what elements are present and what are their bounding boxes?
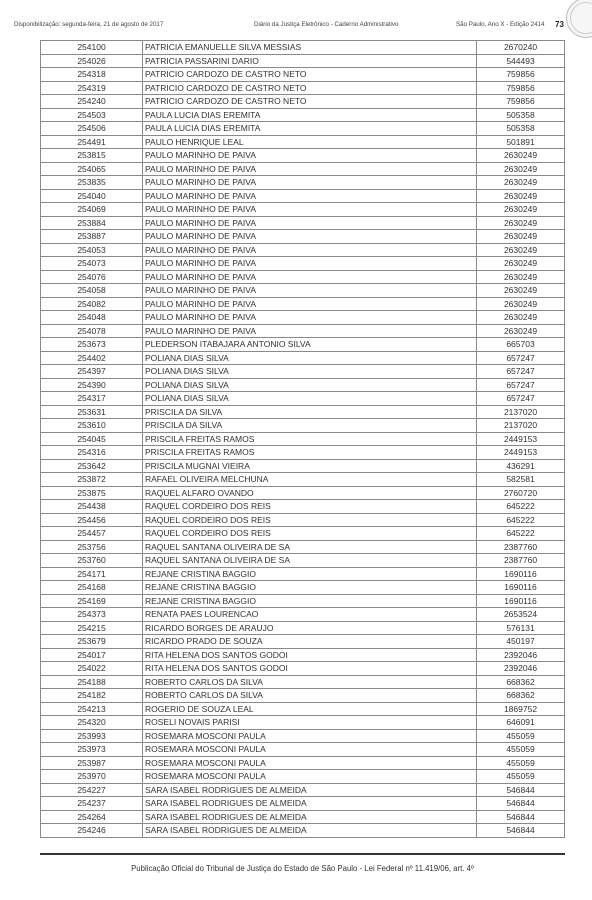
record-id-cell: 253887 xyxy=(41,230,143,244)
person-name-cell: PAULO HENRIQUE LEAL xyxy=(143,135,477,149)
record-id-cell: 254048 xyxy=(41,311,143,325)
record-id-cell: 254026 xyxy=(41,54,143,68)
table-row xyxy=(41,648,565,662)
registration-number-cell: 759856 xyxy=(477,81,565,95)
person-name-cell: PAULO MARINHO DE PAIVA xyxy=(143,257,477,271)
table-row xyxy=(41,446,565,460)
person-name-cell: ROBERTO CARLOS DA SILVA xyxy=(143,675,477,689)
person-name-cell: RAQUEL CORDEIRO DOS REIS xyxy=(143,527,477,541)
record-id-cell: 254373 xyxy=(41,608,143,622)
registration-number-cell: 1690116 xyxy=(477,567,565,581)
table-row xyxy=(41,324,565,338)
person-name-cell: PAULO MARINHO DE PAIVA xyxy=(143,297,477,311)
person-name-cell: POLIANA DIAS SILVA xyxy=(143,378,477,392)
registration-number-cell: 546844 xyxy=(477,797,565,811)
record-id-cell: 253815 xyxy=(41,149,143,163)
person-name-cell: ROSEMARA MOSCONI PAULA xyxy=(143,743,477,757)
table-row xyxy=(41,378,565,392)
publication-footer: Publicação Oficial do Tribunal de Justiça do Estado de São Paulo - Lei Federal nº 11.419/06, art. 4º xyxy=(131,864,474,873)
table-row xyxy=(41,54,565,68)
table-row xyxy=(41,554,565,568)
record-id-cell: 253631 xyxy=(41,405,143,419)
table-row xyxy=(41,297,565,311)
registration-number-cell: 646091 xyxy=(477,716,565,730)
person-name-cell: PAULO MARINHO DE PAIVA xyxy=(143,311,477,325)
table-row xyxy=(41,662,565,676)
table-row xyxy=(41,230,565,244)
table-row xyxy=(41,567,565,581)
registration-number-cell: 1690116 xyxy=(477,594,565,608)
person-name-cell: POLIANA DIAS SILVA xyxy=(143,392,477,406)
record-id-cell: 254171 xyxy=(41,567,143,581)
record-id-cell: 254506 xyxy=(41,122,143,136)
person-name-cell: PRISCILA FREITAS RAMOS xyxy=(143,432,477,446)
registration-number-cell: 546844 xyxy=(477,810,565,824)
record-id-cell: 254319 xyxy=(41,81,143,95)
person-name-cell: SARA ISABEL RODRIGUES DE ALMEIDA xyxy=(143,824,477,838)
person-name-cell: RAQUEL ALFARO OVANDO xyxy=(143,486,477,500)
person-name-cell: PAULO MARINHO DE PAIVA xyxy=(143,162,477,176)
table-row xyxy=(41,284,565,298)
person-name-cell: POLIANA DIAS SILVA xyxy=(143,351,477,365)
registration-number-cell: 1869752 xyxy=(477,702,565,716)
registration-number-cell: 668362 xyxy=(477,675,565,689)
record-id-cell: 254169 xyxy=(41,594,143,608)
registration-number-cell: 2630249 xyxy=(477,257,565,271)
person-name-cell: PAULO MARINHO DE PAIVA xyxy=(143,149,477,163)
record-id-cell: 254182 xyxy=(41,689,143,703)
person-name-cell: ROBERTO CARLOS DA SILVA xyxy=(143,689,477,703)
record-id-cell: 253993 xyxy=(41,729,143,743)
registration-number-cell: 2449153 xyxy=(477,432,565,446)
table-row xyxy=(41,594,565,608)
record-id-cell: 254237 xyxy=(41,797,143,811)
table-row xyxy=(41,432,565,446)
table-row xyxy=(41,527,565,541)
person-name-cell: RICARDO BORGES DE ARAUJO xyxy=(143,621,477,635)
registration-number-cell: 450197 xyxy=(477,635,565,649)
record-id-cell: 254438 xyxy=(41,500,143,514)
availability-date: Disponibilização: segunda-feira, 21 de agosto de 2017 xyxy=(14,21,164,28)
registration-number-cell: 544493 xyxy=(477,54,565,68)
table-row xyxy=(41,581,565,595)
person-name-cell: PRISCILA DA SILVA xyxy=(143,405,477,419)
person-name-cell: PRISCILA MUGNAI VIEIRA xyxy=(143,459,477,473)
registration-number-cell: 546844 xyxy=(477,824,565,838)
person-name-cell: ROSEMARA MOSCONI PAULA xyxy=(143,756,477,770)
table-row xyxy=(41,783,565,797)
registration-number-cell: 2630249 xyxy=(477,311,565,325)
record-id-cell: 254100 xyxy=(41,41,143,55)
registration-number-cell: 2630249 xyxy=(477,149,565,163)
person-name-cell: REJANE CRISTINA BAGGIO xyxy=(143,567,477,581)
record-id-cell: 254390 xyxy=(41,378,143,392)
record-id-cell: 254264 xyxy=(41,810,143,824)
record-id-cell: 254069 xyxy=(41,203,143,217)
record-id-cell: 254456 xyxy=(41,513,143,527)
person-name-cell: RAQUEL CORDEIRO DOS REIS xyxy=(143,513,477,527)
table-row xyxy=(41,108,565,122)
record-id-cell: 254215 xyxy=(41,621,143,635)
record-id-cell: 254240 xyxy=(41,95,143,109)
registration-number-cell: 2760720 xyxy=(477,486,565,500)
record-id-cell: 254078 xyxy=(41,324,143,338)
record-id-cell: 254213 xyxy=(41,702,143,716)
record-id-cell: 254040 xyxy=(41,189,143,203)
table-row xyxy=(41,338,565,352)
table-row xyxy=(41,122,565,136)
person-name-cell: PAULO MARINHO DE PAIVA xyxy=(143,189,477,203)
person-name-cell: RENATA PAES LOURENCAO xyxy=(143,608,477,622)
table-row xyxy=(41,392,565,406)
person-name-cell: PAULA LUCIA DIAS EREMITA xyxy=(143,108,477,122)
record-id-cell: 254397 xyxy=(41,365,143,379)
person-name-cell: PAULO MARINHO DE PAIVA xyxy=(143,230,477,244)
registration-number-cell: 645222 xyxy=(477,527,565,541)
person-name-cell: REJANE CRISTINA BAGGIO xyxy=(143,581,477,595)
record-id-cell: 253760 xyxy=(41,554,143,568)
person-name-cell: RITA HELENA DOS SANTOS GODOI xyxy=(143,648,477,662)
table-row xyxy=(41,702,565,716)
record-id-cell: 253987 xyxy=(41,756,143,770)
table-row xyxy=(41,810,565,824)
registration-number-cell: 2449153 xyxy=(477,446,565,460)
table-row xyxy=(41,473,565,487)
table-row xyxy=(41,486,565,500)
table-row xyxy=(41,621,565,635)
person-name-cell: PATRICIO CARDOZO DE CASTRO NETO xyxy=(143,95,477,109)
table-row xyxy=(41,716,565,730)
table-row xyxy=(41,824,565,838)
registration-number-cell: 436291 xyxy=(477,459,565,473)
page-header xyxy=(14,21,574,33)
registration-number-cell: 2630249 xyxy=(477,230,565,244)
registration-number-cell: 2630249 xyxy=(477,297,565,311)
record-id-cell: 253884 xyxy=(41,216,143,230)
person-name-cell: RAFAEL OLIVEIRA MELCHUNA xyxy=(143,473,477,487)
table-row xyxy=(41,365,565,379)
registration-number-cell: 455059 xyxy=(477,756,565,770)
table-row xyxy=(41,419,565,433)
registration-number-cell: 2392046 xyxy=(477,648,565,662)
registration-number-cell: 2653524 xyxy=(477,608,565,622)
person-name-cell: SARA ISABEL RODRIGUES DE ALMEIDA xyxy=(143,810,477,824)
record-id-cell: 254246 xyxy=(41,824,143,838)
registration-number-cell: 2630249 xyxy=(477,162,565,176)
table-row xyxy=(41,68,565,82)
table-row xyxy=(41,729,565,743)
table-row xyxy=(41,270,565,284)
table-row xyxy=(41,689,565,703)
person-name-cell: ROSELI NOVAIS PARISI xyxy=(143,716,477,730)
registration-number-cell: 2630249 xyxy=(477,284,565,298)
person-name-cell: PAULO MARINHO DE PAIVA xyxy=(143,203,477,217)
registration-number-cell: 546844 xyxy=(477,783,565,797)
registration-number-cell: 455059 xyxy=(477,729,565,743)
record-id-cell: 253673 xyxy=(41,338,143,352)
registration-number-cell: 2387760 xyxy=(477,554,565,568)
registration-number-cell: 2137020 xyxy=(477,419,565,433)
table-row xyxy=(41,770,565,784)
person-name-cell: ROSEMARA MOSCONI PAULA xyxy=(143,729,477,743)
registration-number-cell: 2630249 xyxy=(477,176,565,190)
table-row xyxy=(41,81,565,95)
registration-number-cell: 455059 xyxy=(477,743,565,757)
table-row xyxy=(41,203,565,217)
records-table-container xyxy=(40,40,565,838)
record-id-cell: 254082 xyxy=(41,297,143,311)
record-id-cell: 254058 xyxy=(41,284,143,298)
person-name-cell: PATRICIA EMANUELLE SILVA MESSIAS xyxy=(143,41,477,55)
registration-number-cell: 759856 xyxy=(477,68,565,82)
registration-number-cell: 501891 xyxy=(477,135,565,149)
registration-number-cell: 2387760 xyxy=(477,540,565,554)
registration-number-cell: 2670240 xyxy=(477,41,565,55)
person-name-cell: PAULO MARINHO DE PAIVA xyxy=(143,270,477,284)
registration-number-cell: 2630249 xyxy=(477,203,565,217)
person-name-cell: RAQUEL SANTANA OLIVEIRA DE SA xyxy=(143,540,477,554)
record-id-cell: 254317 xyxy=(41,392,143,406)
person-name-cell: PATRICIO CARDOZO DE CASTRO NETO xyxy=(143,81,477,95)
table-row xyxy=(41,311,565,325)
journal-title: Diário da Justiça Eletrônico - Caderno Administrativo xyxy=(254,21,399,28)
person-name-cell: PRISCILA DA SILVA xyxy=(143,419,477,433)
registration-number-cell: 759856 xyxy=(477,95,565,109)
registration-number-cell: 2630249 xyxy=(477,243,565,257)
registration-number-cell: 505358 xyxy=(477,122,565,136)
person-name-cell: RAQUEL SANTANA OLIVEIRA DE SA xyxy=(143,554,477,568)
record-id-cell: 253872 xyxy=(41,473,143,487)
person-name-cell: SARA ISABEL RODRIGUES DE ALMEIDA xyxy=(143,783,477,797)
table-row xyxy=(41,743,565,757)
registration-number-cell: 1690116 xyxy=(477,581,565,595)
record-id-cell: 254065 xyxy=(41,162,143,176)
table-row xyxy=(41,756,565,770)
registration-number-cell: 645222 xyxy=(477,513,565,527)
registration-number-cell: 657247 xyxy=(477,351,565,365)
record-id-cell: 254022 xyxy=(41,662,143,676)
record-id-cell: 253610 xyxy=(41,419,143,433)
person-name-cell: ROSEMARA MOSCONI PAULA xyxy=(143,770,477,784)
person-name-cell: PATRICIA PASSARINI DARIO xyxy=(143,54,477,68)
table-row xyxy=(41,797,565,811)
registration-number-cell: 657247 xyxy=(477,378,565,392)
table-row xyxy=(41,635,565,649)
record-id-cell: 253875 xyxy=(41,486,143,500)
registration-number-cell: 2392046 xyxy=(477,662,565,676)
table-row xyxy=(41,257,565,271)
table-row xyxy=(41,540,565,554)
record-id-cell: 254076 xyxy=(41,270,143,284)
table-row xyxy=(41,500,565,514)
person-name-cell: RICARDO PRADO DE SOUZA xyxy=(143,635,477,649)
registration-number-cell: 665703 xyxy=(477,338,565,352)
record-id-cell: 254073 xyxy=(41,257,143,271)
person-name-cell: PAULO MARINHO DE PAIVA xyxy=(143,216,477,230)
record-id-cell: 253973 xyxy=(41,743,143,757)
records-table-body xyxy=(41,41,565,838)
person-name-cell: PLEDERSON ITABAJARA ANTONIO SILVA xyxy=(143,338,477,352)
registration-number-cell: 2630249 xyxy=(477,324,565,338)
person-name-cell: PRISCILA FREITAS RAMOS xyxy=(143,446,477,460)
person-name-cell: PAULO MARINHO DE PAIVA xyxy=(143,324,477,338)
person-name-cell: ROGERIO DE SOUZA LEAL xyxy=(143,702,477,716)
registration-number-cell: 657247 xyxy=(477,365,565,379)
record-id-cell: 253835 xyxy=(41,176,143,190)
person-name-cell: SARA ISABEL RODRIGUES DE ALMEIDA xyxy=(143,797,477,811)
table-row xyxy=(41,176,565,190)
person-name-cell: PAULO MARINHO DE PAIVA xyxy=(143,284,477,298)
record-id-cell: 253679 xyxy=(41,635,143,649)
registration-number-cell: 576131 xyxy=(477,621,565,635)
table-row xyxy=(41,149,565,163)
registration-number-cell: 657247 xyxy=(477,392,565,406)
record-id-cell: 253756 xyxy=(41,540,143,554)
table-row xyxy=(41,351,565,365)
footer-divider xyxy=(40,853,565,855)
person-name-cell: PATRICIO CARDOZO DE CASTRO NETO xyxy=(143,68,477,82)
table-row xyxy=(41,459,565,473)
record-id-cell: 254168 xyxy=(41,581,143,595)
table-row xyxy=(41,216,565,230)
registration-number-cell: 2630249 xyxy=(477,270,565,284)
table-row xyxy=(41,513,565,527)
record-id-cell: 254316 xyxy=(41,446,143,460)
record-id-cell: 254457 xyxy=(41,527,143,541)
table-row xyxy=(41,189,565,203)
record-id-cell: 254402 xyxy=(41,351,143,365)
table-row xyxy=(41,675,565,689)
record-id-cell: 253642 xyxy=(41,459,143,473)
record-id-cell: 254318 xyxy=(41,68,143,82)
registration-number-cell: 668362 xyxy=(477,689,565,703)
registration-number-cell: 455059 xyxy=(477,770,565,784)
record-id-cell: 254491 xyxy=(41,135,143,149)
person-name-cell: RITA HELENA DOS SANTOS GODOI xyxy=(143,662,477,676)
table-row xyxy=(41,41,565,55)
person-name-cell: POLIANA DIAS SILVA xyxy=(143,365,477,379)
registration-number-cell: 505358 xyxy=(477,108,565,122)
records-table xyxy=(40,40,565,838)
record-id-cell: 254188 xyxy=(41,675,143,689)
table-row xyxy=(41,95,565,109)
edition-info: São Paulo, Ano X - Edição 2414 xyxy=(456,21,545,28)
table-row xyxy=(41,405,565,419)
person-name-cell: PAULO MARINHO DE PAIVA xyxy=(143,243,477,257)
registration-number-cell: 2630249 xyxy=(477,189,565,203)
person-name-cell: RAQUEL CORDEIRO DOS REIS xyxy=(143,500,477,514)
table-row xyxy=(41,243,565,257)
person-name-cell: PAULO MARINHO DE PAIVA xyxy=(143,176,477,190)
person-name-cell: PAULA LUCIA DIAS EREMITA xyxy=(143,122,477,136)
record-id-cell: 254017 xyxy=(41,648,143,662)
record-id-cell: 254320 xyxy=(41,716,143,730)
registration-number-cell: 2137020 xyxy=(477,405,565,419)
table-row xyxy=(41,608,565,622)
record-id-cell: 254227 xyxy=(41,783,143,797)
table-row xyxy=(41,162,565,176)
registration-number-cell: 645222 xyxy=(477,500,565,514)
table-row xyxy=(41,135,565,149)
page-number: 73 xyxy=(555,20,564,29)
record-id-cell: 254045 xyxy=(41,432,143,446)
record-id-cell: 254053 xyxy=(41,243,143,257)
registration-number-cell: 2630249 xyxy=(477,216,565,230)
registration-number-cell: 582581 xyxy=(477,473,565,487)
record-id-cell: 254503 xyxy=(41,108,143,122)
record-id-cell: 253970 xyxy=(41,770,143,784)
person-name-cell: REJANE CRISTINA BAGGIO xyxy=(143,594,477,608)
